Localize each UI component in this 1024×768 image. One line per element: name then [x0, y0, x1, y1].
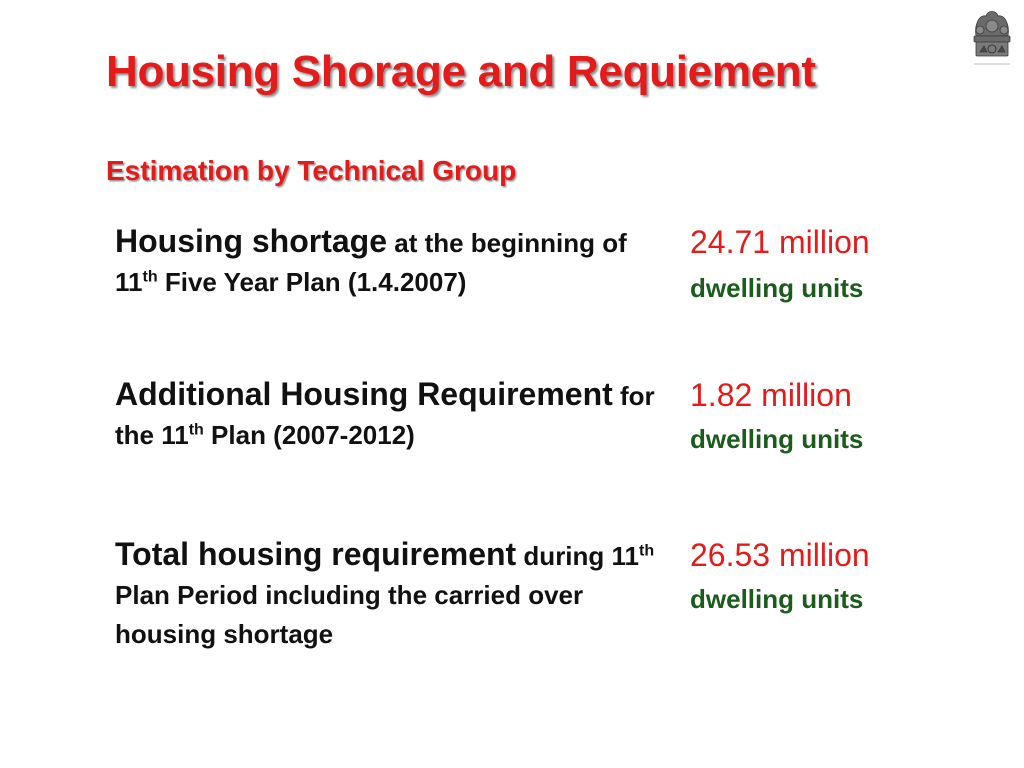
total-requirement-value: 26.53 million	[690, 537, 870, 573]
total-requirement-superscript: th	[639, 542, 655, 560]
additional-requirement-superscript: th	[188, 421, 204, 439]
additional-requirement-label	[115, 375, 655, 455]
additional-requirement-unit: dwelling units	[690, 424, 864, 454]
additional-requirement-text-1: for the 11	[115, 381, 655, 450]
total-requirement-label	[115, 535, 675, 654]
national-emblem-icon	[966, 6, 1018, 78]
slide-subtitle: Estimation by Technical Group	[106, 155, 517, 186]
shortage-unit: dwelling units	[690, 273, 864, 303]
shortage-superscript: th	[142, 268, 158, 286]
total-requirement-text-1: during 11	[516, 541, 640, 571]
total-requirement-text-2: Plan Period including the carried over housing shortage	[115, 580, 584, 649]
slide-title: Housing Shorage and Requiement	[106, 47, 816, 96]
additional-requirement-lead: Additional Housing Requirement	[115, 376, 613, 412]
shortage-text-2: Five Year Plan (1.4.2007)	[157, 267, 467, 297]
additional-requirement-text-2: Plan (2007-2012)	[203, 420, 415, 450]
additional-requirement-value: 1.82 million	[690, 377, 852, 413]
shortage-label	[115, 222, 675, 302]
shortage-lead: Housing shortage	[115, 223, 388, 259]
shortage-value: 24.71 million	[690, 224, 870, 260]
total-requirement-unit: dwelling units	[690, 584, 864, 614]
total-requirement-lead: Total housing requirement	[115, 536, 517, 572]
shortage-text-1: at the beginning of 11	[115, 228, 627, 297]
